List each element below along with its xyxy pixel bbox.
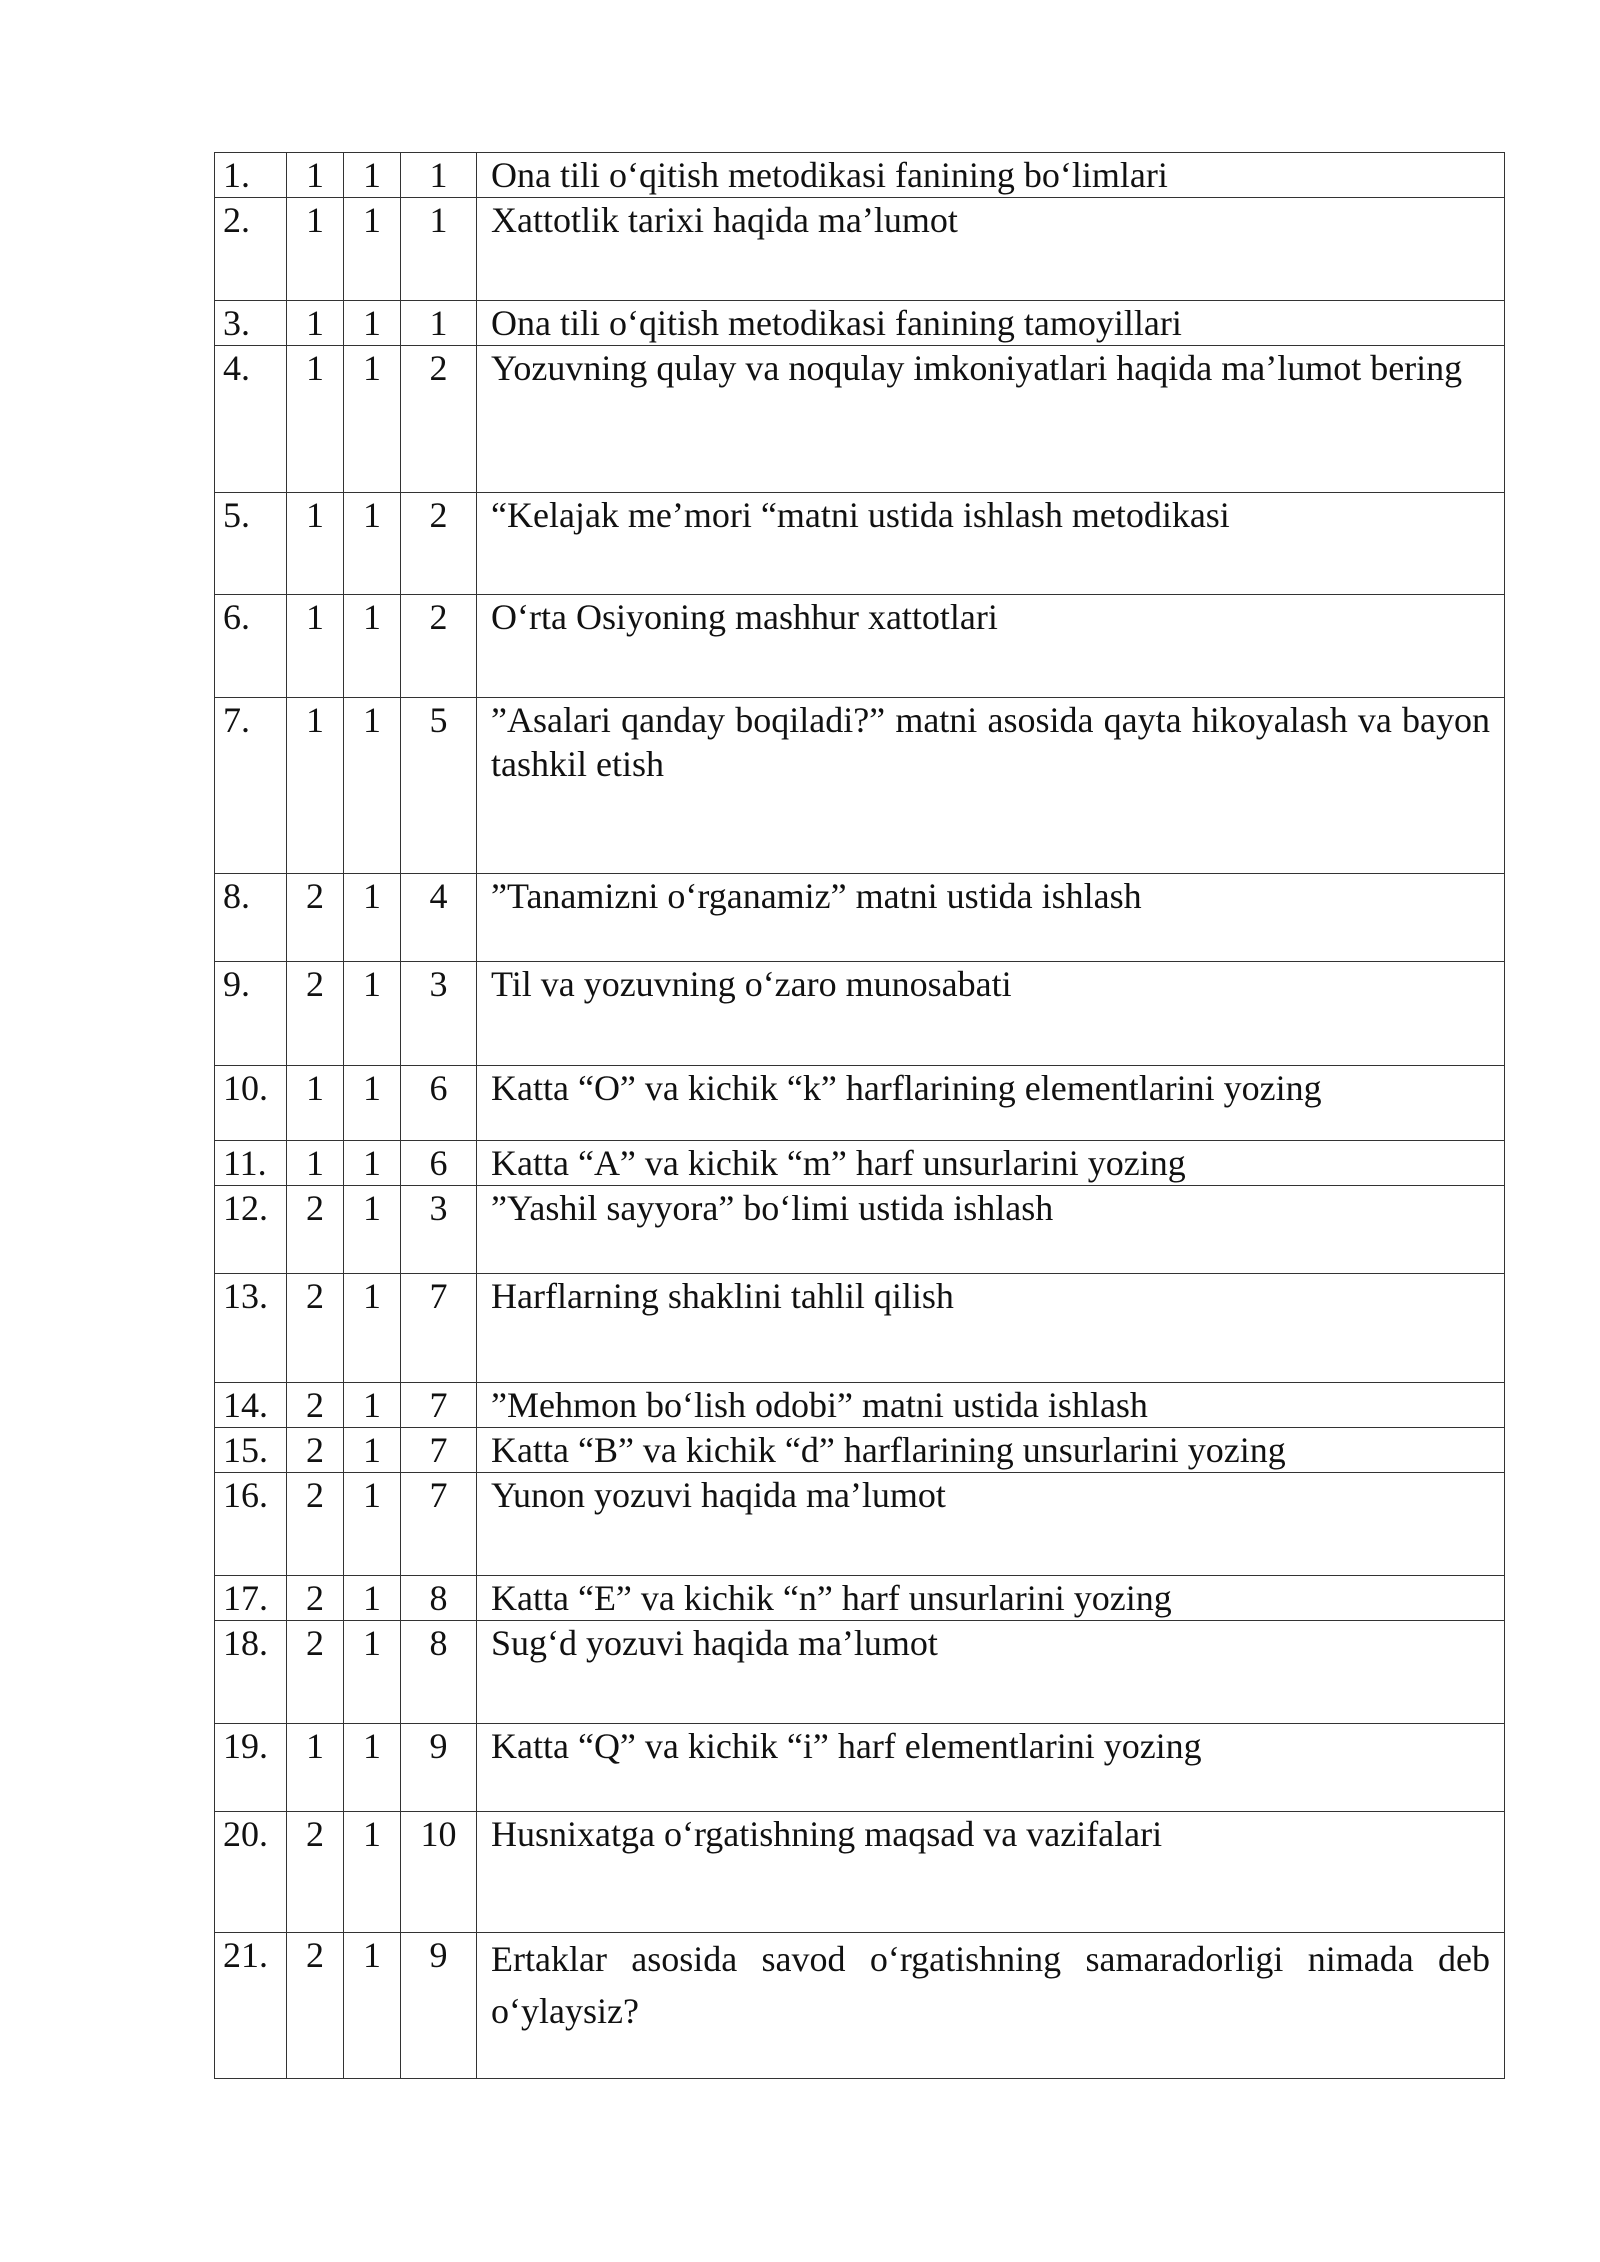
table-row <box>215 493 1505 595</box>
question-text: ”Mehmon bo‘lish odobi” matni ustida ishlash <box>477 1383 1505 1428</box>
question-text: Ona tili o‘qitish metodikasi fanining bo‘limlari <box>477 153 1505 198</box>
cell-col-a: 1 <box>287 1141 344 1186</box>
row-number: 8. <box>215 874 287 962</box>
cell-col-a: 1 <box>287 698 344 874</box>
table-row <box>215 1383 1505 1428</box>
cell-col-b: 1 <box>344 1724 401 1812</box>
cell-col-a: 1 <box>287 346 344 493</box>
question-text: ”Yashil sayyora” bo‘limi ustida ishlash <box>477 1186 1505 1274</box>
row-number: 12. <box>215 1186 287 1274</box>
cell-col-a: 1 <box>287 301 344 346</box>
cell-col-c: 2 <box>401 493 477 595</box>
cell-col-c: 1 <box>401 198 477 301</box>
cell-col-c: 2 <box>401 346 477 493</box>
table-row <box>215 1428 1505 1473</box>
cell-col-c: 6 <box>401 1141 477 1186</box>
row-number: 10. <box>215 1066 287 1141</box>
cell-col-b: 1 <box>344 1933 401 2079</box>
cell-col-b: 1 <box>344 874 401 962</box>
question-text: Katta “A” va kichik “m” harf unsurlarini yozing <box>477 1141 1505 1186</box>
cell-col-a: 1 <box>287 595 344 698</box>
cell-col-c: 9 <box>401 1724 477 1812</box>
row-number: 15. <box>215 1428 287 1473</box>
row-number: 13. <box>215 1274 287 1383</box>
row-number: 9. <box>215 962 287 1066</box>
question-text: Til va yozuvning o‘zaro munosabati <box>477 962 1505 1066</box>
cell-col-a: 1 <box>287 1066 344 1141</box>
questions-table <box>214 152 1505 2079</box>
cell-col-c: 8 <box>401 1576 477 1621</box>
table-row <box>215 1186 1505 1274</box>
row-number: 4. <box>215 346 287 493</box>
row-number: 16. <box>215 1473 287 1576</box>
cell-col-b: 1 <box>344 1428 401 1473</box>
table-row <box>215 1812 1505 1933</box>
table-row <box>215 962 1505 1066</box>
cell-col-c: 8 <box>401 1621 477 1724</box>
table-row <box>215 1621 1505 1724</box>
cell-col-b: 1 <box>344 962 401 1066</box>
row-number: 11. <box>215 1141 287 1186</box>
row-number: 18. <box>215 1621 287 1724</box>
question-text: Katta “B” va kichik “d” harflarining unsurlarini yozing <box>477 1428 1505 1473</box>
table-row <box>215 153 1505 198</box>
row-number: 5. <box>215 493 287 595</box>
cell-col-c: 7 <box>401 1383 477 1428</box>
cell-col-b: 1 <box>344 1473 401 1576</box>
table-row <box>215 595 1505 698</box>
cell-col-c: 2 <box>401 595 477 698</box>
cell-col-b: 1 <box>344 1141 401 1186</box>
table-row <box>215 1576 1505 1621</box>
question-text: Katta “Q” va kichik “i” harf elementlarini yozing <box>477 1724 1505 1812</box>
row-number: 6. <box>215 595 287 698</box>
cell-col-a: 2 <box>287 1576 344 1621</box>
cell-col-b: 1 <box>344 493 401 595</box>
cell-col-c: 6 <box>401 1066 477 1141</box>
cell-col-a: 1 <box>287 153 344 198</box>
cell-col-c: 7 <box>401 1473 477 1576</box>
cell-col-c: 5 <box>401 698 477 874</box>
cell-col-b: 1 <box>344 595 401 698</box>
cell-col-b: 1 <box>344 1274 401 1383</box>
table-row <box>215 698 1505 874</box>
question-text: “Kelajak me’mori “matni ustida ishlash metodikasi <box>477 493 1505 595</box>
cell-col-a: 2 <box>287 1812 344 1933</box>
cell-col-a: 2 <box>287 962 344 1066</box>
cell-col-a: 2 <box>287 1274 344 1383</box>
cell-col-a: 2 <box>287 1621 344 1724</box>
cell-col-a: 1 <box>287 493 344 595</box>
cell-col-b: 1 <box>344 1383 401 1428</box>
cell-col-c: 10 <box>401 1812 477 1933</box>
cell-col-c: 7 <box>401 1274 477 1383</box>
cell-col-b: 1 <box>344 1576 401 1621</box>
cell-col-c: 3 <box>401 962 477 1066</box>
table-row <box>215 346 1505 493</box>
cell-col-a: 2 <box>287 1186 344 1274</box>
row-number: 3. <box>215 301 287 346</box>
cell-col-c: 1 <box>401 301 477 346</box>
cell-col-c: 3 <box>401 1186 477 1274</box>
row-number: 19. <box>215 1724 287 1812</box>
question-text: ”Tanamizni o‘rganamiz” matni ustida ishlash <box>477 874 1505 962</box>
row-number: 17. <box>215 1576 287 1621</box>
question-text: O‘rta Osiyoning mashhur xattotlari <box>477 595 1505 698</box>
table-row <box>215 1473 1505 1576</box>
table-row <box>215 874 1505 962</box>
table-row <box>215 1066 1505 1141</box>
question-text: Katta “O” va kichik “k” harflarining elementlarini yozing <box>477 1066 1505 1141</box>
cell-col-b: 1 <box>344 1621 401 1724</box>
question-text: Xattotlik tarixi haqida ma’lumot <box>477 198 1505 301</box>
table-row <box>215 301 1505 346</box>
cell-col-b: 1 <box>344 346 401 493</box>
question-text: Ona tili o‘qitish metodikasi fanining tamoyillari <box>477 301 1505 346</box>
cell-col-c: 4 <box>401 874 477 962</box>
row-number: 20. <box>215 1812 287 1933</box>
cell-col-b: 1 <box>344 301 401 346</box>
cell-col-b: 1 <box>344 698 401 874</box>
question-text: Sug‘d yozuvi haqida ma’lumot <box>477 1621 1505 1724</box>
question-text: Husnixatga o‘rgatishning maqsad va vazifalari <box>477 1812 1505 1933</box>
question-text: Yunon yozuvi haqida ma’lumot <box>477 1473 1505 1576</box>
cell-col-a: 2 <box>287 1473 344 1576</box>
cell-col-a: 1 <box>287 198 344 301</box>
cell-col-a: 1 <box>287 1724 344 1812</box>
cell-col-a: 2 <box>287 1933 344 2079</box>
cell-col-b: 1 <box>344 1066 401 1141</box>
row-number: 1. <box>215 153 287 198</box>
question-text: Ertaklar asosida savod o‘rgatishning samaradorligi nimada deb o‘ylaysiz? <box>477 1933 1505 2079</box>
question-text: Katta “E” va kichik “n” harf unsurlarini yozing <box>477 1576 1505 1621</box>
question-text: Harflarning shaklini tahlil qilish <box>477 1274 1505 1383</box>
cell-col-c: 9 <box>401 1933 477 2079</box>
cell-col-b: 1 <box>344 1186 401 1274</box>
table-row <box>215 198 1505 301</box>
table-row <box>215 1274 1505 1383</box>
cell-col-a: 2 <box>287 874 344 962</box>
question-text: Yozuvning qulay va noqulay imkoniyatlari haqida ma’lumot bering <box>477 346 1505 493</box>
question-text: ”Asalari qanday boqiladi?” matni asosida qayta hikoyalash va bayon tashkil etish <box>477 698 1505 874</box>
table-row <box>215 1724 1505 1812</box>
row-number: 21. <box>215 1933 287 2079</box>
cell-col-b: 1 <box>344 1812 401 1933</box>
row-number: 14. <box>215 1383 287 1428</box>
cell-col-a: 2 <box>287 1428 344 1473</box>
row-number: 7. <box>215 698 287 874</box>
cell-col-c: 7 <box>401 1428 477 1473</box>
table-row <box>215 1933 1505 2079</box>
cell-col-c: 1 <box>401 153 477 198</box>
row-number: 2. <box>215 198 287 301</box>
cell-col-a: 2 <box>287 1383 344 1428</box>
table-row <box>215 1141 1505 1186</box>
cell-col-b: 1 <box>344 198 401 301</box>
cell-col-b: 1 <box>344 153 401 198</box>
